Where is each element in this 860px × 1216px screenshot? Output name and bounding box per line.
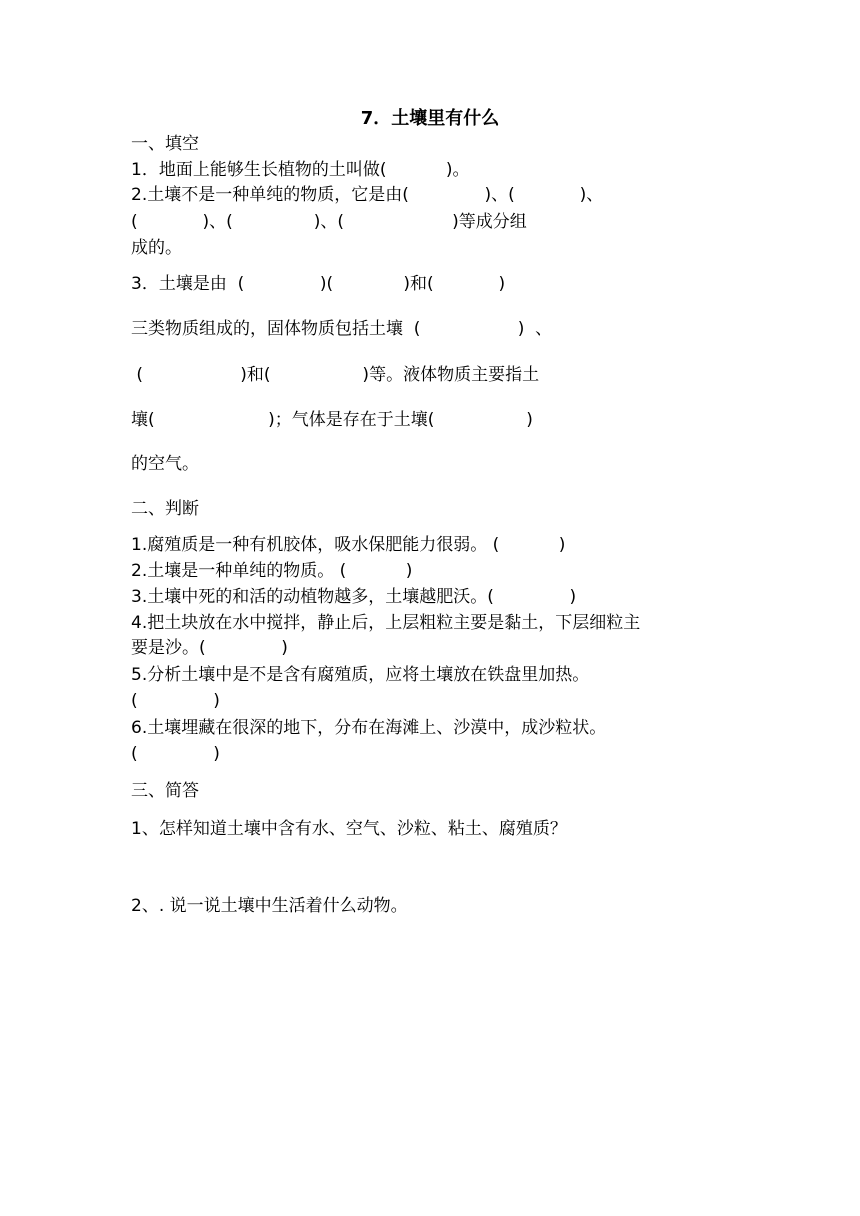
question-line: 3.土壤中死的和活的动植物越多，土壤越肥沃。( ) [131, 587, 577, 607]
question-line: ( ) [131, 691, 220, 711]
question-line: 1.腐殖质是一种有机胶体，吸水保肥能力很弱。 ( ) [131, 535, 566, 555]
question-line: ( ) [131, 744, 220, 764]
section-heading-fill-blank: 一、填空 [131, 134, 199, 154]
question-line: 壤( )；气体是存在于土壤( ) [131, 410, 533, 430]
question-line: 1．地面上能够生长植物的土叫做( )。 [131, 160, 470, 180]
question-line: 6.土壤埋藏在很深的地下，分布在海滩上、沙漠中，成沙粒状。 [131, 718, 607, 738]
question-line: 1、怎样知道土壤中含有水、空气、沙粒、粘土、腐殖质？ [131, 819, 567, 839]
question-line: 5.分析土壤中是不是含有腐殖质，应将土壤放在铁盘里加热。 [131, 665, 590, 685]
question-line: 2.土壤不是一种单纯的物质，它是由( )、( )、 [131, 185, 604, 205]
question-line: 要是沙。( ) [131, 638, 288, 658]
question-line: 3．土壤是由 ( )( )和( ) [131, 274, 506, 294]
section-heading-short-answer: 三、简答 [131, 781, 199, 801]
question-line: 的空气。 [131, 454, 199, 474]
question-line: ( )、( )、( )等成分组 [131, 212, 527, 232]
question-line: ( )和( )等。液体物质主要指土 [131, 365, 540, 385]
section-heading-judge: 二、判断 [131, 499, 199, 519]
question-line: 成的。 [131, 238, 182, 258]
question-line: 三类物质组成的，固体物质包括土壤 ( ) 、 [131, 319, 553, 339]
question-line: 2.土壤是一种单纯的物质。 ( ) [131, 561, 413, 581]
page-title: 7．土壤里有什么 [360, 108, 500, 129]
question-line: 2、. 说一说土壤中生活着什么动物。 [131, 896, 408, 916]
question-line: 4.把土块放在水中搅拌，静止后，上层粗粒主要是黏土，下层细粒主 [131, 613, 641, 633]
